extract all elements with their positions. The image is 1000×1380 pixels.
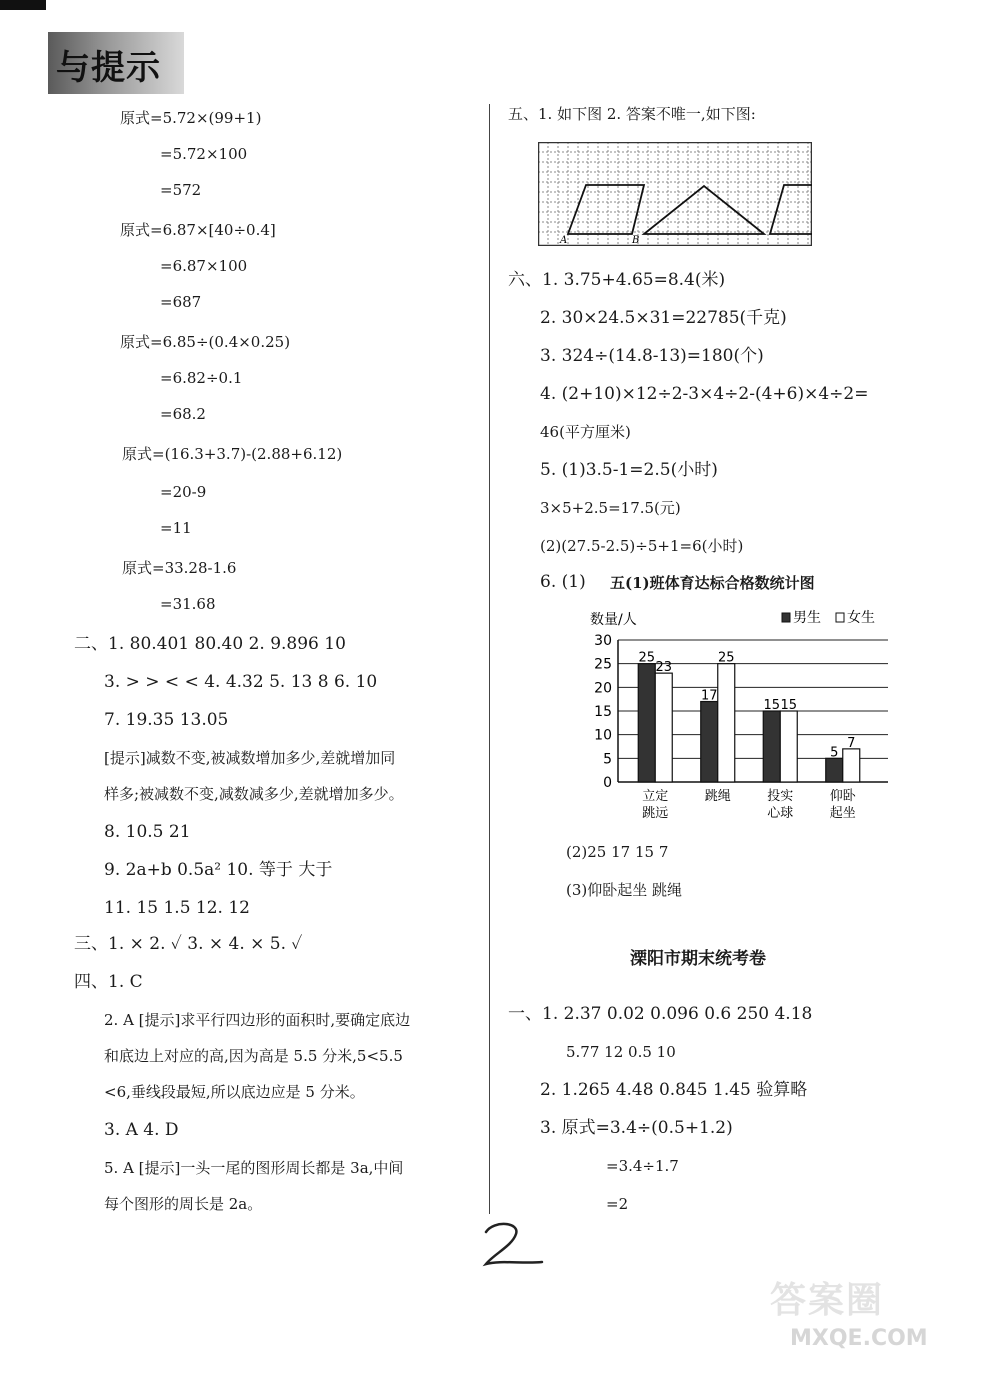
answer-line: 9. 2a+b 0.5a² 10. 等于 大于 xyxy=(104,860,333,880)
answer-line: 2. 30×24.5×31=22785(千克) xyxy=(540,308,787,328)
answer-line: =687 xyxy=(160,293,202,311)
category-label: 投实 xyxy=(767,789,794,804)
answer-line: 原式=33.28-1.6 xyxy=(122,559,237,577)
bar-1-3 xyxy=(843,749,860,782)
bar-value-label: 15 xyxy=(780,698,798,713)
answer-line: (2)(27.5-2.5)÷5+1=6(小时) xyxy=(540,537,744,555)
hint-line: 每个图形的周长是 2a。 xyxy=(104,1195,263,1213)
answer-line: =31.68 xyxy=(160,595,216,613)
category-label: 心球 xyxy=(767,806,794,821)
watermark-site: MXQE.COM xyxy=(790,1326,928,1351)
answer-line: (3)仰卧起坐 跳绳 xyxy=(566,881,683,899)
answer-line: 4. (2+10)×12÷2-3×4÷2-(4+6)×4÷2= xyxy=(540,384,869,404)
answer-line: 3. 324÷(14.8-13)=180(个) xyxy=(540,346,764,366)
bar-value-label: 7 xyxy=(847,735,856,751)
grid-vertical-lines xyxy=(548,142,808,246)
ytick-label: 20 xyxy=(594,680,612,697)
answer-line: 六、1. 3.75+4.65=8.4(米) xyxy=(508,270,726,290)
bar-chart xyxy=(560,600,890,830)
legend-swatch-0 xyxy=(782,613,790,622)
ytick-label: 5 xyxy=(603,751,612,768)
answer-line: 四、1. C xyxy=(74,972,143,992)
legend-label-1: 女生 xyxy=(847,610,875,626)
hint-line: 和底边上对应的高,因为高是 5.5 分米,5<5.5 xyxy=(104,1047,403,1065)
answer-line: 三、1. × 2. ✓ 3. × 4. × 5. ✓ xyxy=(74,934,303,954)
answer-line: 3. 原式=3.4÷(0.5+1.2) xyxy=(540,1118,733,1138)
answer-line: 5. (1)3.5-1=2.5(小时) xyxy=(540,460,718,480)
bar-0-3 xyxy=(826,758,843,782)
grid-label-a: A xyxy=(560,235,568,246)
answer-line: =6.87×100 xyxy=(160,257,248,275)
answer-line: 2. 1.265 4.48 0.845 1.45 验算略 xyxy=(540,1080,808,1100)
answer-line: 7. 19.35 13.05 xyxy=(104,710,229,730)
hint-line: [提示]减数不变,被减数增加多少,差就增加同 xyxy=(104,749,396,767)
bar-value-label: 15 xyxy=(763,698,781,713)
answer-line: =6.82÷0.1 xyxy=(160,369,243,387)
hint-line: 2. A [提示]求平行四边形的面积时,要确定底边 xyxy=(104,1011,411,1029)
answer-line: =2 xyxy=(606,1195,629,1213)
category-label: 立定 xyxy=(642,789,669,804)
answer-line: =68.2 xyxy=(160,405,206,423)
legend-label-0: 男生 xyxy=(793,610,821,626)
answer-line: 原式=(16.3+3.7)-(2.88+6.12) xyxy=(122,445,343,463)
ytick-label: 10 xyxy=(594,727,612,744)
answer-line: =572 xyxy=(160,181,202,199)
answer-line: =5.72×100 xyxy=(160,145,248,163)
answer-line: 3×5+2.5=17.5(元) xyxy=(540,499,681,517)
bar-value-label: 5 xyxy=(830,745,839,761)
bar-1-2 xyxy=(780,711,797,782)
category-label: 跳绳 xyxy=(704,789,731,804)
ytick-label: 25 xyxy=(594,656,612,673)
category-label: 起坐 xyxy=(829,806,856,821)
answer-line: =20-9 xyxy=(160,483,207,501)
answer-line: 3. A 4. D xyxy=(104,1120,179,1140)
answer-line: 一、1. 2.37 0.02 0.096 0.6 250 4.18 xyxy=(508,1004,813,1024)
bar-0-0 xyxy=(638,664,655,782)
header-badge xyxy=(48,32,184,94)
corner-mark xyxy=(0,0,46,10)
bar-1-0 xyxy=(655,673,672,782)
bar-value-label: 17 xyxy=(700,688,718,704)
chart-title: 五(1)班体育达标合格数统计图 xyxy=(610,574,815,592)
answer-line: 11. 15 1.5 12. 12 xyxy=(104,898,250,918)
bar-value-label: 23 xyxy=(655,660,673,676)
chart-ylabel: 数量/人 xyxy=(590,612,637,628)
section-title: 溧阳市期末统考卷 xyxy=(630,949,766,969)
bar-1-1 xyxy=(718,664,735,782)
bar-0-2 xyxy=(763,711,780,782)
hint-line: <6,垂线段最短,所以底边应是 5 分米。 xyxy=(104,1083,365,1101)
grid-label-b: B xyxy=(632,235,640,246)
answer-line: 原式=6.85÷(0.4×0.25) xyxy=(120,333,291,351)
handwritten-page-number xyxy=(480,1220,550,1270)
category-label: 仰卧 xyxy=(829,789,856,804)
answer-line: =3.4÷1.7 xyxy=(606,1157,679,1175)
legend-swatch-1 xyxy=(836,613,844,622)
answer-line: 原式=5.72×(99+1) xyxy=(120,109,262,127)
ytick-label: 0 xyxy=(603,775,612,791)
hint-line: 5. A [提示]一头一尾的图形周长都是 3a,中间 xyxy=(104,1159,404,1177)
category-label: 跳远 xyxy=(642,806,669,821)
bar-0-1 xyxy=(701,702,718,782)
answer-line: 8. 10.5 21 xyxy=(104,822,191,842)
grid-figure xyxy=(538,142,812,246)
section5-heading: 五、1. 如下图 2. 答案不唯一,如下图: xyxy=(508,105,756,123)
bar-value-label: 25 xyxy=(717,650,735,666)
answer-line: =11 xyxy=(160,519,192,537)
ytick-label: 15 xyxy=(594,704,612,720)
hint-line: 样多;被减数不变,减数减多少,差就增加多少。 xyxy=(104,785,404,803)
answer-line: 二、1. 80.401 80.40 2. 9.896 10 xyxy=(74,634,346,654)
answer-line: 46(平方厘米) xyxy=(540,423,631,441)
watermark xyxy=(770,1272,990,1372)
answer-line: 6. (1) xyxy=(540,572,586,592)
answer-line: 3. > > < < 4. 4.32 5. 13 8 6. 10 xyxy=(104,672,378,692)
bar-value-label: 25 xyxy=(638,650,656,666)
ytick-label: 30 xyxy=(594,633,612,649)
column-divider xyxy=(489,104,490,1214)
header-badge-text: 与提示 xyxy=(56,48,161,88)
answer-line: (2)25 17 15 7 xyxy=(566,843,669,861)
answer-line: 原式=6.87×[40÷0.4] xyxy=(120,221,276,239)
watermark-logo: 答案圈 xyxy=(770,1280,885,1321)
grid-lines xyxy=(538,152,812,232)
answer-line: 5.77 12 0.5 10 xyxy=(566,1043,676,1061)
triangle-shape xyxy=(644,186,764,234)
